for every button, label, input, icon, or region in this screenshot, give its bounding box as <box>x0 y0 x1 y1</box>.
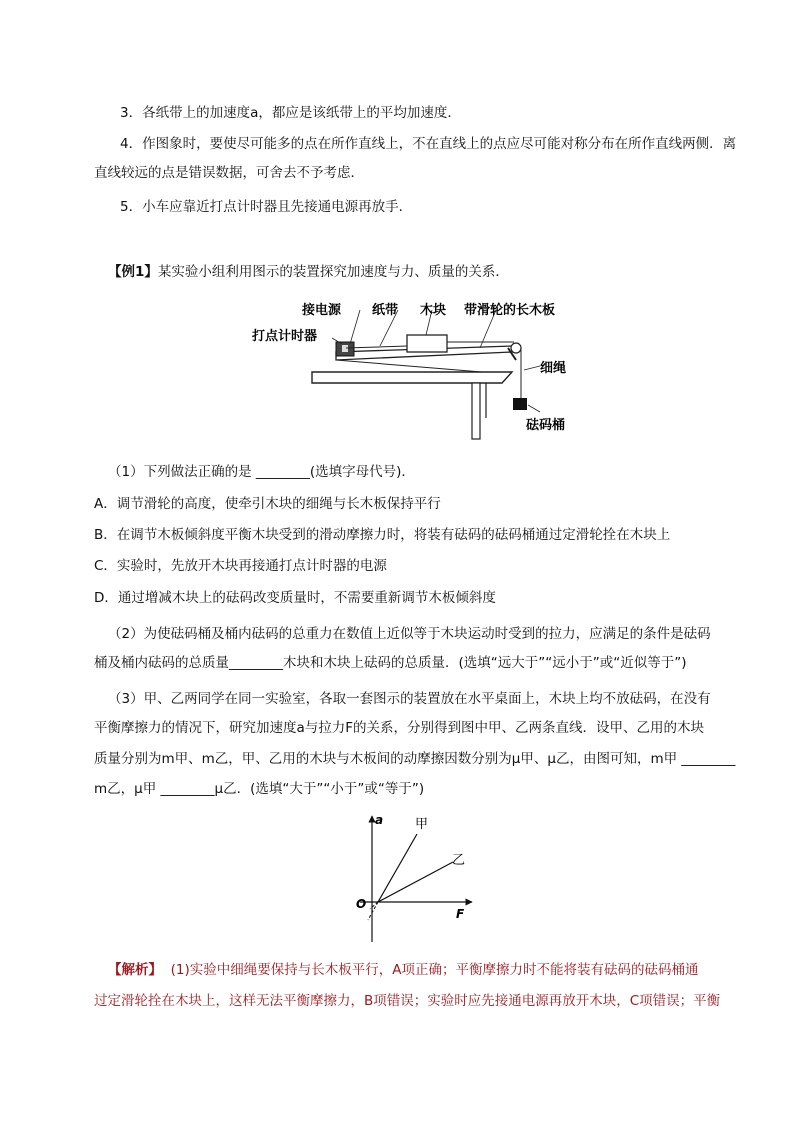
example-tag: 【例1】 <box>108 264 158 280</box>
label-rope: 细绳 <box>540 361 567 376</box>
q3-line4: m乙，μ甲 ________μ乙．(选填“大于”“小于”或“等于”) <box>94 781 425 797</box>
label-bucket: 砝码桶 <box>526 418 566 433</box>
wooden-block <box>407 335 447 352</box>
line-yi-label: 乙 <box>452 853 466 868</box>
q1-option-d: D．通过增减木块上的砝码改变质量时，不需要重新调节木板倾斜度 <box>94 590 496 606</box>
q2-line2: 桶及桶内砝码的总质量________木块和木块上砝码的总质量．(选填“远大于”“远小于”或“近似等于”) <box>94 655 687 671</box>
example-stem: 某实验小组利用图示的装置探究加速度与力、质量的关系． <box>157 264 509 280</box>
weight-bucket <box>513 398 527 410</box>
label-power: 接电源 <box>302 303 342 318</box>
note-5: 5．小车应靠近打点计时器且先接通电源再放手． <box>120 199 413 215</box>
pulley <box>511 343 521 353</box>
table-leg <box>472 383 480 439</box>
analysis-line1 <box>108 960 698 980</box>
note-4-line2: 直线较远的点是错误数据，可舍去不予考虑． <box>94 165 364 181</box>
extension-jia <box>368 902 378 920</box>
analysis-line2: 过定滑轮拴在木块上，这样无法平衡摩擦力，B项错误；实验时应先接通电源再放开木块，C项错误；平衡 <box>94 993 721 1009</box>
line-jia-label: 甲 <box>415 817 429 832</box>
q1-option-b: B．在调节木板倾斜度平衡木块受到的滑动摩擦力时，将装有砝码的砝码桶通过定滑轮拴在木块上 <box>94 527 671 543</box>
a-f-graph <box>350 812 480 947</box>
q3-line3: 质量分别为m甲、m乙，甲、乙用的木块与木板间的动摩擦因数分别为μ甲、μ乙，由图可知，m甲 ________ <box>94 751 736 767</box>
analysis-text-1: (1)实验中细绳要保持与长木板平行，A项正确；平衡摩擦力时不能将装有砝码的砝码桶通 <box>170 962 699 978</box>
x-axis-label: F <box>456 907 465 921</box>
q1-stem: （1）下列做法正确的是 ________(选填字母代号)． <box>108 464 415 480</box>
note-4-line1: 4．作图象时，要使尽可能多的点在所作直线上，不在直线上的点应尽可能对称分布在所作直线两侧．离 <box>120 136 737 152</box>
apparatus-diagram <box>250 290 580 450</box>
label-board: 带滑轮的长木板 <box>464 303 556 318</box>
q1-option-a: A．调节滑轮的高度，使牵引木块的细绳与长木板保持平行 <box>94 496 441 512</box>
extension-yi <box>370 902 378 909</box>
origin-label: O <box>356 897 367 911</box>
example-heading <box>108 262 509 282</box>
q3-line2: 平衡摩擦力的情况下，研究加速度a与拉力F的关系，分别得到图中甲、乙两条直线．设甲、乙用的木块 <box>94 720 705 736</box>
q2-line1: （2）为使砝码桶及桶内砝码的总重力在数值上近似等于木块运动时受到的拉力，应满足的条件是砝码 <box>108 626 711 642</box>
q1-option-c: C．实验时，先放开木块再接通打点计时器的电源 <box>94 558 387 574</box>
label-timer: 打点计时器 <box>252 329 318 344</box>
paper-tape <box>346 346 407 348</box>
analysis-tag: 【解析】 <box>108 962 162 978</box>
note-3: 3．各纸带上的加速度a，都应是该纸带上的平均加速度． <box>120 105 461 121</box>
label-tape: 纸带 <box>372 303 399 318</box>
y-axis-label: a <box>375 813 384 827</box>
table-top <box>312 372 512 383</box>
label-block: 木块 <box>420 303 447 318</box>
q3-line1: （3）甲、乙两同学在同一实验室，各取一套图示的装置放在水平桌面上，木块上均不放砝码，在没有 <box>108 691 711 707</box>
